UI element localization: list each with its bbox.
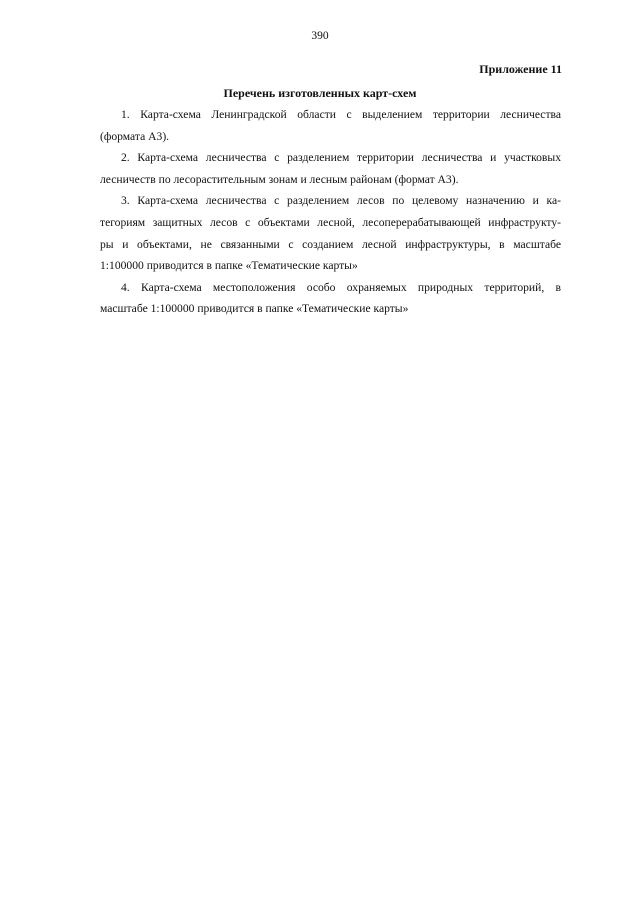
list-item-3-line-1: 3. Карта-схема лесничества с разделением лесов по целевому назначению и ка- — [121, 194, 561, 208]
list-item-3 — [79, 190, 561, 276]
list-item-1-line-2: (формата А3). — [100, 129, 170, 143]
list-item-4-line-1: 4. Карта-схема местоположения особо охраняемых природных территорий, в — [121, 280, 561, 294]
page-number: 390 — [311, 30, 329, 42]
list-item-2-line-1: 2. Карта-схема лесничества с разделением территории лесничества и участковых — [121, 151, 561, 165]
list-item-3-line-3: ры и объектами, не связанными с созданием лесной инфраструктуры, в масштабе — [100, 237, 561, 251]
map-list — [79, 104, 561, 320]
appendix-label: Приложение 11 — [479, 62, 562, 76]
list-item-4-line-2: масштабе 1:100000 приводится в папке «Тематические карты» — [100, 302, 409, 316]
list-item-3-line-2: тегориям защитных лесов с объектами лесной, лесоперерабатывающей инфраструкту- — [100, 215, 561, 229]
list-item-4 — [79, 277, 561, 320]
document-title: Перечень изготовленных карт-схем — [223, 86, 417, 100]
list-item-2-line-2: лесничеств по лесорастительным зонам и лесным районам (формат А3). — [100, 172, 459, 186]
list-item-2 — [79, 147, 561, 190]
list-item-1-line-1: 1. Карта-схема Ленинградской области с выделением территории лесничества — [121, 108, 561, 121]
list-item-3-line-4: 1:100000 приводится в папке «Тематические карты» — [100, 259, 358, 273]
list-item-1 — [79, 104, 561, 147]
